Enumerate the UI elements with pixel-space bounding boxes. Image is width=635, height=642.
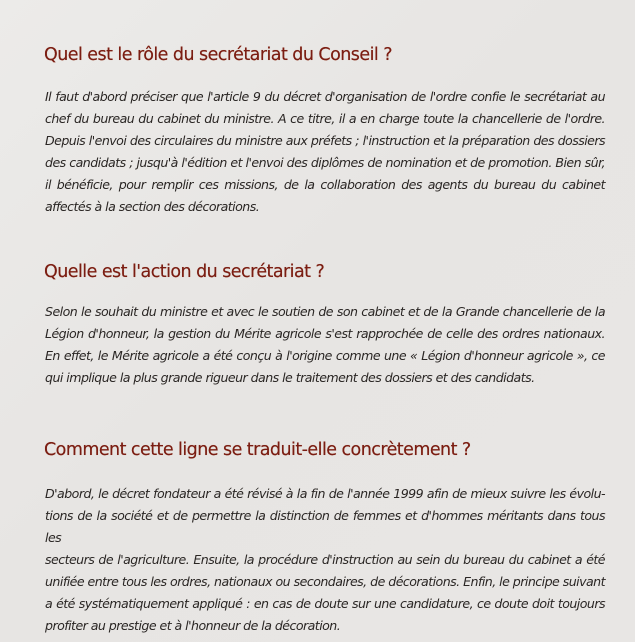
paragraph-line: tions de la société et de permettre la distinction de femmes et d'hommes méritants dans tous les bbox=[45, 508, 605, 545]
section-heading-role: Quel est le rôle du secrétariat du Conseil ? bbox=[44, 45, 392, 65]
section-heading-concrete: Comment cette ligne se traduit-elle concrètement ? bbox=[44, 440, 471, 460]
paragraph-line: qui implique la plus grande rigueur dans le traitement des dossiers et des candidats. bbox=[45, 370, 535, 385]
paragraph-line: secteurs de l'agriculture. Ensuite, la procédure d'instruction au sein du bureau du cabinet a été bbox=[45, 552, 605, 567]
paragraph-line: des candidats ; jusqu'à l'édition et l'envoi des diplômes de nomination et de promotion. Bien sûr, bbox=[45, 155, 605, 170]
paragraph-line: profiter au prestige et à l'honneur de la décoration. bbox=[45, 618, 341, 633]
section-paragraph-role bbox=[45, 86, 605, 218]
paragraph-line: Depuis l'envoi des circulaires du ministre aux préfets ; l'instruction et la préparation des dossiers bbox=[45, 133, 605, 148]
paragraph-line: Il faut d'abord préciser que l'article 9 du décret d'organisation de l'ordre confie le secrétariat au bbox=[45, 89, 605, 104]
paragraph-line: il bénéficie, pour remplir ces missions, de la collaboration des agents du bureau du cabinet bbox=[45, 177, 605, 192]
paragraph-line: a été systématiquement appliqué : en cas de doute sur une candidature, ce doute doit toujours bbox=[45, 596, 605, 611]
paragraph-line: affectés à la section des décorations. bbox=[45, 199, 260, 214]
paragraph-line: chef du bureau du cabinet du ministre. A ce titre, il a en charge toute la chancellerie de l'ordre. bbox=[45, 111, 605, 126]
section-paragraph-concrete bbox=[45, 483, 605, 637]
section-paragraph-action bbox=[45, 301, 605, 389]
paragraph-line: D'abord, le décret fondateur a été révisé à la fin de l'année 1999 afin de mieux suivre les évolu- bbox=[45, 486, 605, 501]
paragraph-line: En effet, le Mérite agricole a été conçu à l'origine comme une « Légion d'honneur agricole », ce bbox=[45, 348, 605, 363]
paragraph-line: unifiée entre tous les ordres, nationaux ou secondaires, de décorations. Enfin, le principe suivant bbox=[45, 574, 605, 589]
paragraph-line: Légion d'honneur, la gestion du Mérite agricole s'est rapprochée de celle des ordres nationaux. bbox=[45, 326, 605, 341]
paragraph-line: Selon le souhait du ministre et avec le soutien de son cabinet et de la Grande chancellerie de la bbox=[45, 304, 605, 319]
section-heading-action: Quelle est l'action du secrétariat ? bbox=[44, 262, 325, 282]
